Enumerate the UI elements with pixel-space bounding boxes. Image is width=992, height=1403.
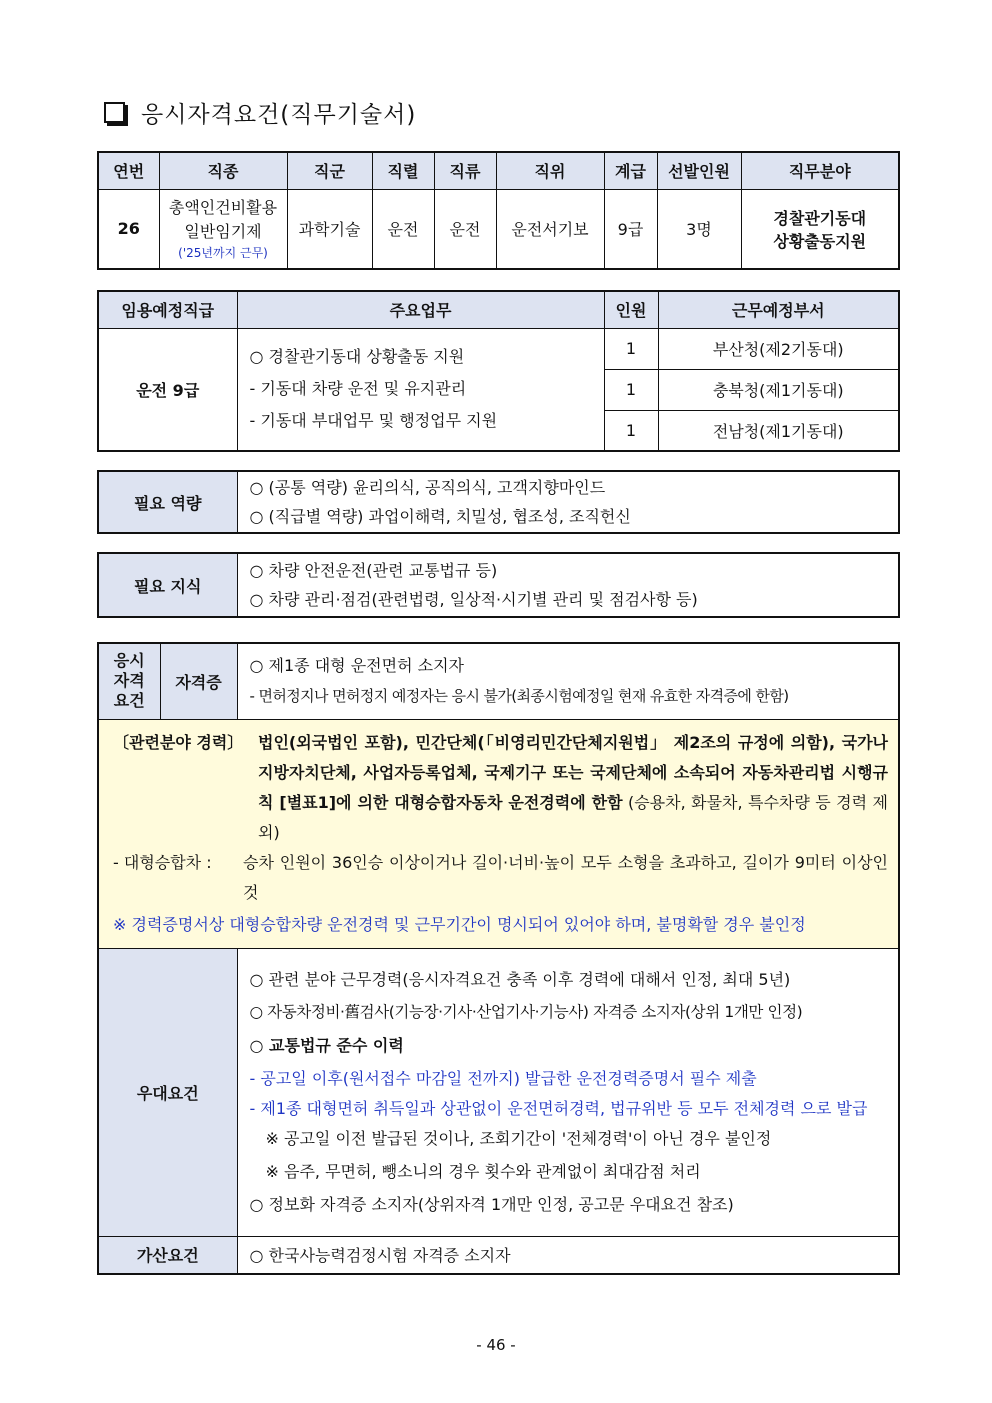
header-series: 직렬 (372, 152, 434, 189)
cell-position: 운전서기보 (496, 189, 604, 269)
experience-note: ※ 경력증명서상 대형승합차량 운전경력 및 근무기간이 명시되어 있어야 하며, 불명확할 경우 불인정 (113, 914, 806, 934)
knowledge-item: ○ 차량 관리·점검(관련법령, 일상적·시기별 관리 및 점검사항 등) (249, 590, 698, 609)
cert-label: 자격증 (160, 643, 237, 719)
header-count: 선발인원 (657, 152, 741, 189)
additional-label: 가산요건 (98, 1236, 237, 1274)
duty-item: - 기동대 부대업무 및 행정업무 지원 (249, 411, 498, 431)
cell-series: 운전 (372, 189, 434, 269)
header-people: 인원 (604, 291, 658, 328)
duty-table (97, 290, 900, 452)
competency-label: 필요 역량 (98, 471, 237, 533)
experience-bold: 법인(외국법인 포함), 민간단체(「비영리민간단체지원법」 제2조의 규정에 의함), 국가나 지방자치단체, 사업자등록업체, 국제기구 또는 국제단체에 소속되어 자동차관리법 시행규칙 [별표1]에 의한 대형승합자동차 운전경력에 한함 (258, 732, 888, 812)
additional-item: ○ 한국사능력검정시험 자격증 소지자 (237, 1236, 899, 1274)
pref-item: - 공고일 이후(원서접수 마감일 전까지) 발급한 운전경력증명서 필수 제출 (249, 1069, 757, 1088)
pref-item: ○ 자동차정비·舊검사(기능장·기사·산업기사·기능사) 자격증 소지자(상위 1개만 인정) (249, 1003, 803, 1021)
qual-label-line: 응시 (113, 651, 145, 671)
cert-item: ○ 제1종 대형 운전면허 소지자 (249, 656, 465, 676)
cell-field (741, 189, 899, 269)
checkbox-icon (104, 102, 125, 123)
pref-item: ○ 관련 분야 근무경력(응시자격요건 충족 이후 경력에 대해서 인정, 최대 5년) (249, 970, 791, 989)
knowledge-item: ○ 차량 안전운전(관련 교통법규 등) (249, 561, 498, 580)
qualification-table (97, 642, 900, 1275)
header-class: 직류 (434, 152, 496, 189)
experience-row (113, 728, 888, 848)
competency-item: ○ (공통 역량) 윤리의식, 공직의식, 고객지향마인드 (249, 478, 606, 497)
experience-label: 〔관련분야 경력〕 (113, 732, 244, 752)
cell-num: 26 (98, 189, 159, 269)
page-number: - 46 - (476, 1336, 516, 1354)
kind-line2: 일반임기제 (184, 222, 262, 242)
qual-label (98, 643, 160, 719)
field-line1: 경찰관기동대 (773, 208, 867, 228)
qual-label-line: 요건 (113, 691, 145, 711)
pref-item: ※ 공고일 이전 발급된 것이나, 조회기간이 '전체경력'이 아닌 경우 불인정 (265, 1129, 772, 1148)
knowledge-items (237, 553, 899, 617)
header-kind: 직종 (159, 152, 287, 189)
pref-item: ○ 정보화 자격증 소지자(상위자격 1개만 인정, 공고문 우대요건 참조) (249, 1195, 734, 1214)
competency-items (237, 471, 899, 533)
header-duties: 주요업무 (237, 291, 604, 328)
title-text: 응시자격요건(직무기술서) (141, 102, 417, 128)
bus-text: 승차 인원이 36인승 이상이거나 길이·너비·높이 모두 소형을 초과하고, 길이가 9미터 이상인 것 (243, 852, 888, 902)
header-dept: 근무예정부서 (658, 291, 899, 328)
cell-dept: 충북청(제1기동대) (658, 369, 899, 410)
pref-item: - 제1종 대형면허 취득일과 상관없이 운전면허경력, 법규위반 등 모두 전체경력 으로 발급 (249, 1099, 868, 1118)
cell-duties (237, 328, 604, 451)
bus-label: - 대형승합차 : (113, 852, 212, 872)
header-rank: 임용예정직급 (98, 291, 237, 328)
knowledge-table (97, 552, 900, 618)
kind-line3: ('25년까지 근무) (178, 246, 268, 261)
cell-kind (159, 189, 287, 269)
header-grade: 계급 (604, 152, 657, 189)
cell-grade: 9급 (604, 189, 657, 269)
cell-class: 운전 (434, 189, 496, 269)
header-field: 직무분야 (741, 152, 899, 189)
preference-label: 우대요건 (98, 948, 237, 1236)
field-line2: 상황출동지원 (773, 231, 867, 251)
cell-people: 1 (604, 410, 658, 451)
competency-item: ○ (직급별 역량) 과업이해력, 치밀성, 협조성, 조직헌신 (249, 507, 631, 526)
competency-table (97, 470, 900, 534)
bus-definition-row (113, 848, 888, 908)
cell-dept: 전남청(제1기동대) (658, 410, 899, 451)
cell-rank: 운전 9급 (98, 328, 237, 451)
cell-people: 1 (604, 328, 658, 369)
cert-items (237, 643, 899, 719)
header-group: 직군 (287, 152, 372, 189)
knowledge-label: 필요 지식 (98, 553, 237, 617)
kind-line1: 총액인건비활용 (168, 198, 278, 218)
page-title (104, 96, 416, 129)
experience-text (258, 728, 888, 848)
duty-item: - 기동대 차량 운전 및 유지관리 (249, 379, 467, 399)
cell-group: 과학기술 (287, 189, 372, 269)
pref-item: ○ 교통법규 준수 이력 (249, 1036, 404, 1055)
cert-item: - 면허정지나 면허정지 예정자는 응시 불가(최종시험예정일 현재 유효한 자격증에 한함) (249, 687, 789, 706)
pref-item: ※ 음주, 무면허, 뺑소니의 경우 횟수와 관계없이 최대감점 처리 (265, 1162, 701, 1181)
cell-count: 3명 (657, 189, 741, 269)
cell-people: 1 (604, 369, 658, 410)
position-table (97, 151, 900, 270)
preference-items (237, 948, 899, 1236)
cell-dept: 부산청(제2기동대) (658, 328, 899, 369)
header-num: 연번 (98, 152, 159, 189)
header-position: 직위 (496, 152, 604, 189)
duty-item: ○ 경찰관기동대 상황출동 지원 (249, 347, 465, 367)
experience-block (98, 719, 899, 948)
experience-tail: (승용차, 화물차, 특수차량 등 경력 제외) (258, 792, 888, 842)
qual-label-line: 자격 (113, 671, 145, 691)
